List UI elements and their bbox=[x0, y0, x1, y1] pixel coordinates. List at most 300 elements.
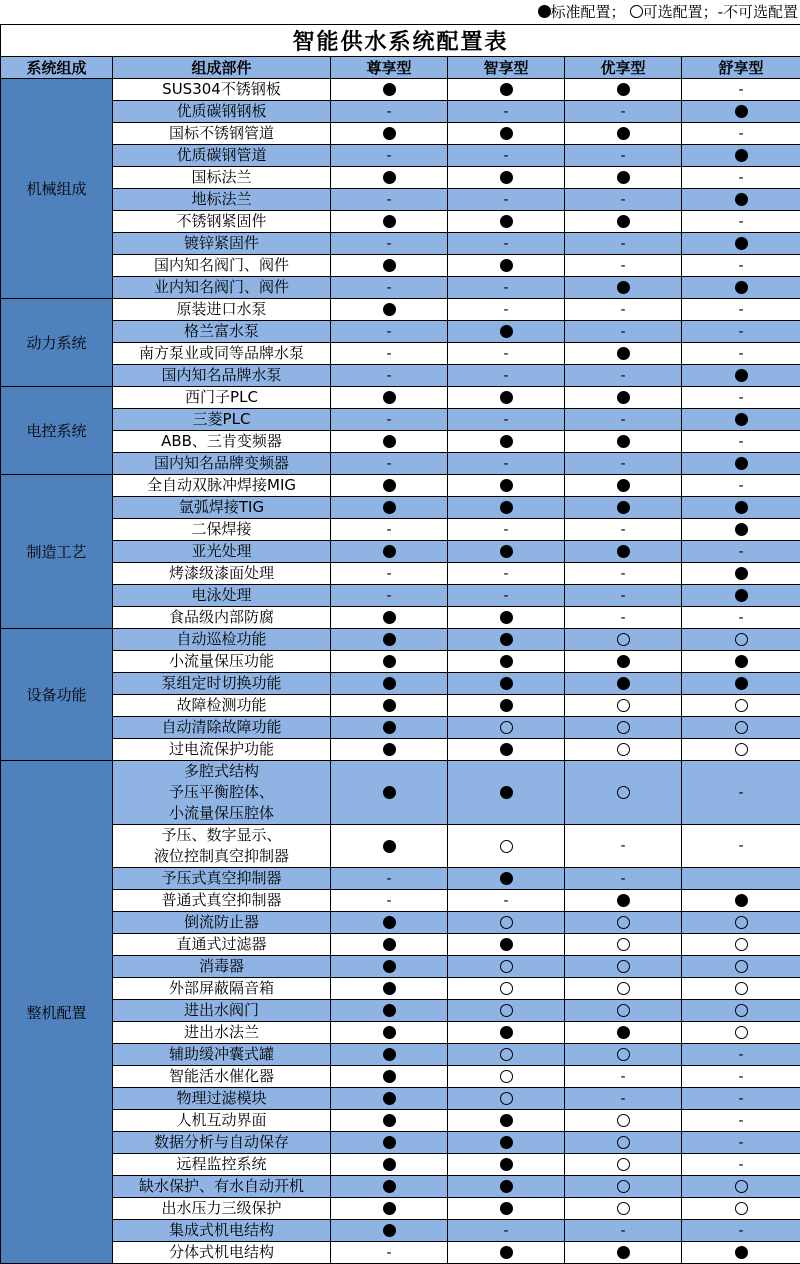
table-row bbox=[1, 189, 800, 211]
part-cell bbox=[113, 409, 331, 431]
part-line: 亚光处理 bbox=[191, 542, 251, 560]
part-line: 国标法兰 bbox=[191, 168, 251, 186]
table-row bbox=[1, 607, 800, 629]
open-circle-icon bbox=[500, 982, 513, 995]
mark-cell bbox=[565, 607, 682, 629]
mark-cell bbox=[565, 167, 682, 189]
mark-cell bbox=[682, 299, 800, 321]
mark-cell bbox=[331, 717, 448, 739]
mark-cell bbox=[565, 277, 682, 299]
mark-cell bbox=[682, 255, 800, 277]
table-row bbox=[1, 1198, 800, 1220]
mark-cell bbox=[331, 299, 448, 321]
dash-icon: - bbox=[620, 324, 625, 340]
filled-circle-icon bbox=[538, 5, 551, 18]
table-row bbox=[1, 1066, 800, 1088]
filled-circle-icon bbox=[500, 1136, 513, 1149]
filled-circle-icon bbox=[383, 743, 396, 756]
mark-cell bbox=[682, 934, 800, 956]
part-cell bbox=[113, 145, 331, 167]
mark-cell bbox=[682, 145, 800, 167]
mark-cell bbox=[448, 519, 565, 541]
open-circle-icon bbox=[617, 743, 630, 756]
table-row bbox=[1, 123, 800, 145]
open-circle-icon bbox=[500, 1070, 513, 1083]
open-circle-icon bbox=[500, 721, 513, 734]
filled-circle-icon bbox=[383, 1158, 396, 1171]
filled-circle-icon bbox=[500, 743, 513, 756]
mark-cell bbox=[682, 167, 800, 189]
mark-cell bbox=[448, 387, 565, 409]
dash-icon: - bbox=[620, 148, 625, 164]
open-circle-icon bbox=[735, 743, 748, 756]
dash-icon: - bbox=[503, 280, 508, 296]
filled-circle-icon bbox=[500, 699, 513, 712]
part-line: 国内知名品牌水泵 bbox=[161, 366, 281, 384]
filled-circle-icon bbox=[383, 1026, 396, 1039]
filled-circle-icon bbox=[617, 545, 630, 558]
mark-cell bbox=[448, 673, 565, 695]
mark-cell bbox=[682, 739, 800, 761]
mark-cell bbox=[565, 1044, 682, 1066]
open-circle-icon bbox=[735, 938, 748, 951]
mark-cell bbox=[331, 739, 448, 761]
mark-cell bbox=[565, 739, 682, 761]
part-line: 小流量保压腔体 bbox=[169, 804, 274, 822]
legend-optional: 可选配置； bbox=[643, 3, 718, 21]
filled-circle-icon bbox=[383, 1070, 396, 1083]
mark-cell bbox=[331, 167, 448, 189]
part-line: 普通式真空抑制器 bbox=[161, 891, 281, 909]
part-line: 西门子PLC bbox=[185, 388, 258, 406]
mark-cell bbox=[448, 739, 565, 761]
part-cell bbox=[113, 651, 331, 673]
dash-icon: - bbox=[739, 1091, 744, 1107]
table-row bbox=[1, 387, 800, 409]
table-row bbox=[1, 1044, 800, 1066]
part-line: 镀锌紧固件 bbox=[184, 234, 259, 252]
table-row bbox=[1, 343, 800, 365]
open-circle-icon bbox=[735, 721, 748, 734]
table-row bbox=[1, 101, 800, 123]
filled-circle-icon bbox=[383, 982, 396, 995]
part-cell bbox=[113, 497, 331, 519]
open-circle-icon bbox=[735, 1026, 748, 1039]
dash-icon: - bbox=[739, 324, 744, 340]
table-row bbox=[1, 1220, 800, 1242]
mark-cell bbox=[565, 868, 682, 890]
mark-cell bbox=[331, 1044, 448, 1066]
mark-cell bbox=[682, 1000, 800, 1022]
table-row bbox=[1, 541, 800, 563]
mark-cell bbox=[682, 956, 800, 978]
group-cell: 设备功能 bbox=[1, 629, 113, 761]
mark-cell bbox=[682, 825, 800, 868]
part-cell bbox=[113, 1198, 331, 1220]
header-zunxiang: 尊享型 bbox=[331, 57, 448, 79]
part-line: 烤漆级漆面处理 bbox=[169, 564, 274, 582]
open-circle-icon bbox=[617, 1180, 630, 1193]
filled-circle-icon bbox=[500, 677, 513, 690]
part-line: 予压平衡腔体、 bbox=[169, 783, 274, 801]
mark-cell bbox=[331, 1110, 448, 1132]
filled-circle-icon bbox=[383, 655, 396, 668]
header-row bbox=[1, 57, 800, 79]
dash-icon: - bbox=[503, 412, 508, 428]
part-cell bbox=[113, 761, 331, 825]
filled-circle-icon bbox=[383, 960, 396, 973]
filled-circle-icon bbox=[500, 1158, 513, 1171]
mark-cell bbox=[331, 825, 448, 868]
table-row bbox=[1, 233, 800, 255]
mark-cell bbox=[331, 1066, 448, 1088]
filled-circle-icon bbox=[617, 479, 630, 492]
mark-cell bbox=[682, 277, 800, 299]
mark-cell bbox=[565, 431, 682, 453]
header-youxiang: 优享型 bbox=[565, 57, 682, 79]
part-cell bbox=[113, 934, 331, 956]
mark-cell bbox=[448, 761, 565, 825]
table-row bbox=[1, 673, 800, 695]
mark-cell bbox=[448, 825, 565, 868]
dash-icon: - bbox=[620, 236, 625, 252]
filled-circle-icon bbox=[500, 1180, 513, 1193]
dash-icon: - bbox=[503, 192, 508, 208]
mark-cell bbox=[331, 79, 448, 101]
mark-cell bbox=[448, 365, 565, 387]
open-circle-icon bbox=[617, 1048, 630, 1061]
part-line: 业内知名阀门、阀件 bbox=[154, 278, 289, 296]
mark-cell bbox=[448, 1110, 565, 1132]
dash-icon: - bbox=[386, 412, 391, 428]
part-cell bbox=[113, 233, 331, 255]
mark-cell bbox=[682, 189, 800, 211]
filled-circle-icon bbox=[383, 916, 396, 929]
filled-circle-icon bbox=[617, 501, 630, 514]
filled-circle-icon bbox=[500, 1246, 513, 1259]
table-row bbox=[1, 717, 800, 739]
filled-circle-icon bbox=[735, 413, 748, 426]
mark-cell bbox=[682, 211, 800, 233]
filled-circle-icon bbox=[617, 655, 630, 668]
open-circle-icon bbox=[617, 1004, 630, 1017]
mark-cell bbox=[565, 1110, 682, 1132]
table-row bbox=[1, 453, 800, 475]
mark-cell bbox=[565, 189, 682, 211]
mark-cell bbox=[682, 321, 800, 343]
table-row bbox=[1, 651, 800, 673]
mark-cell bbox=[565, 1088, 682, 1110]
legend-bar bbox=[0, 0, 800, 24]
open-circle-icon bbox=[617, 786, 630, 799]
mark-cell bbox=[331, 409, 448, 431]
mark-cell bbox=[448, 912, 565, 934]
filled-circle-icon bbox=[383, 1202, 396, 1215]
mark-cell bbox=[565, 475, 682, 497]
mark-cell bbox=[448, 890, 565, 912]
dash-icon: - bbox=[386, 588, 391, 604]
table-row bbox=[1, 563, 800, 585]
part-cell bbox=[113, 123, 331, 145]
table-row bbox=[1, 1154, 800, 1176]
mark-cell bbox=[565, 79, 682, 101]
part-cell bbox=[113, 1220, 331, 1242]
mark-cell bbox=[448, 145, 565, 167]
mark-cell bbox=[331, 1220, 448, 1242]
filled-circle-icon bbox=[735, 237, 748, 250]
mark-cell bbox=[682, 1198, 800, 1220]
filled-circle-icon bbox=[735, 677, 748, 690]
filled-circle-icon bbox=[383, 938, 396, 951]
table-row bbox=[1, 321, 800, 343]
open-circle-icon bbox=[735, 1004, 748, 1017]
mark-cell bbox=[448, 321, 565, 343]
filled-circle-icon bbox=[617, 677, 630, 690]
mark-cell bbox=[448, 189, 565, 211]
mark-cell bbox=[448, 343, 565, 365]
filled-circle-icon bbox=[500, 786, 513, 799]
table-body bbox=[1, 79, 800, 1264]
mark-cell bbox=[331, 475, 448, 497]
dash-icon: - bbox=[739, 1047, 744, 1063]
open-circle-icon bbox=[617, 1158, 630, 1171]
part-cell bbox=[113, 365, 331, 387]
filled-circle-icon bbox=[735, 193, 748, 206]
group-cell: 整机配置 bbox=[1, 761, 113, 1264]
part-line: 不锈钢紧固件 bbox=[176, 212, 266, 230]
dash-icon: - bbox=[386, 1245, 391, 1261]
part-line: 地标法兰 bbox=[191, 190, 251, 208]
mark-cell bbox=[682, 101, 800, 123]
mark-cell bbox=[448, 1000, 565, 1022]
filled-circle-icon bbox=[383, 1136, 396, 1149]
dash-icon: - bbox=[386, 368, 391, 384]
dash-icon: - bbox=[620, 1223, 625, 1239]
filled-circle-icon bbox=[383, 127, 396, 140]
mark-cell bbox=[331, 343, 448, 365]
filled-circle-icon bbox=[500, 938, 513, 951]
open-circle-icon bbox=[500, 1048, 513, 1061]
mark-cell bbox=[448, 1132, 565, 1154]
open-circle-icon bbox=[735, 1202, 748, 1215]
mark-cell bbox=[448, 277, 565, 299]
table-row bbox=[1, 365, 800, 387]
part-cell bbox=[113, 629, 331, 651]
mark-cell bbox=[331, 519, 448, 541]
filled-circle-icon bbox=[500, 83, 513, 96]
mark-cell bbox=[565, 651, 682, 673]
part-line: 物理过滤模块 bbox=[176, 1089, 266, 1107]
mark-cell bbox=[682, 475, 800, 497]
part-line: 智能活水催化器 bbox=[169, 1067, 274, 1085]
mark-cell bbox=[448, 934, 565, 956]
mark-cell bbox=[565, 912, 682, 934]
mark-cell bbox=[682, 1132, 800, 1154]
table-row bbox=[1, 1088, 800, 1110]
filled-circle-icon bbox=[500, 127, 513, 140]
dash-icon: - bbox=[386, 192, 391, 208]
dash-icon: - bbox=[386, 566, 391, 582]
part-line: 国标不锈钢管道 bbox=[169, 124, 274, 142]
table-row bbox=[1, 431, 800, 453]
filled-circle-icon bbox=[383, 303, 396, 316]
table-row bbox=[1, 1110, 800, 1132]
mark-cell bbox=[682, 563, 800, 585]
table-row bbox=[1, 167, 800, 189]
mark-cell bbox=[331, 321, 448, 343]
mark-cell bbox=[682, 673, 800, 695]
mark-cell bbox=[682, 1088, 800, 1110]
part-line: 多腔式结构 bbox=[184, 762, 259, 780]
mark-cell bbox=[682, 695, 800, 717]
mark-cell bbox=[331, 607, 448, 629]
mark-cell bbox=[331, 934, 448, 956]
mark-cell bbox=[448, 563, 565, 585]
table-row bbox=[1, 1022, 800, 1044]
header-part: 组成部件 bbox=[113, 57, 331, 79]
mark-cell bbox=[565, 409, 682, 431]
mark-cell bbox=[448, 1220, 565, 1242]
table-row bbox=[1, 519, 800, 541]
mark-cell bbox=[682, 1110, 800, 1132]
dash-icon: - bbox=[503, 522, 508, 538]
filled-circle-icon bbox=[383, 721, 396, 734]
mark-cell bbox=[682, 1154, 800, 1176]
mark-cell bbox=[331, 1132, 448, 1154]
dash-icon: - bbox=[739, 838, 744, 854]
open-circle-icon bbox=[500, 960, 513, 973]
mark-cell bbox=[448, 1242, 565, 1264]
mark-cell bbox=[331, 761, 448, 825]
part-line: 二保焊接 bbox=[191, 520, 251, 538]
dash-icon: - bbox=[739, 214, 744, 230]
header-system: 系统组成 bbox=[1, 57, 113, 79]
mark-cell bbox=[448, 1088, 565, 1110]
dash-icon: - bbox=[739, 126, 744, 142]
mark-cell bbox=[565, 541, 682, 563]
mark-cell bbox=[565, 978, 682, 1000]
part-cell bbox=[113, 956, 331, 978]
filled-circle-icon bbox=[383, 1114, 396, 1127]
table-row bbox=[1, 79, 800, 101]
table-row bbox=[1, 761, 800, 825]
mark-cell bbox=[565, 1154, 682, 1176]
part-line: 食品级内部防腐 bbox=[169, 608, 274, 626]
mark-cell bbox=[448, 1176, 565, 1198]
part-cell bbox=[113, 868, 331, 890]
dash-icon: - bbox=[503, 893, 508, 909]
part-line: ABB、三肯变频器 bbox=[161, 432, 282, 450]
filled-circle-icon bbox=[383, 677, 396, 690]
table-row bbox=[1, 629, 800, 651]
mark-cell bbox=[682, 1022, 800, 1044]
dash-icon: - bbox=[739, 82, 744, 98]
filled-circle-icon bbox=[735, 894, 748, 907]
part-line: 国内知名阀门、阀件 bbox=[154, 256, 289, 274]
open-circle-icon bbox=[617, 633, 630, 646]
open-circle-icon bbox=[735, 699, 748, 712]
dash-icon: - bbox=[386, 236, 391, 252]
mark-cell bbox=[565, 563, 682, 585]
dash-icon: - bbox=[739, 1069, 744, 1085]
open-circle-icon bbox=[630, 5, 643, 18]
filled-circle-icon bbox=[500, 1202, 513, 1215]
table-row bbox=[1, 585, 800, 607]
mark-cell bbox=[565, 145, 682, 167]
part-line: 数据分析与自动保存 bbox=[154, 1133, 289, 1151]
part-line: 辅助缓冲囊式罐 bbox=[169, 1045, 274, 1063]
part-line: 予压、数字显示、 bbox=[161, 826, 281, 844]
mark-cell bbox=[565, 717, 682, 739]
dash-icon: - bbox=[503, 566, 508, 582]
filled-circle-icon bbox=[383, 699, 396, 712]
table-row bbox=[1, 255, 800, 277]
mark-cell bbox=[448, 585, 565, 607]
open-circle-icon bbox=[500, 1004, 513, 1017]
filled-circle-icon bbox=[500, 479, 513, 492]
dash-icon: - bbox=[620, 412, 625, 428]
mark-cell bbox=[565, 1132, 682, 1154]
mark-cell bbox=[331, 365, 448, 387]
part-cell bbox=[113, 912, 331, 934]
dash-icon: - bbox=[739, 610, 744, 626]
dash-icon: - bbox=[386, 324, 391, 340]
mark-cell bbox=[682, 343, 800, 365]
part-cell bbox=[113, 255, 331, 277]
part-cell bbox=[113, 1044, 331, 1066]
part-line: 缺水保护、有水自动开机 bbox=[139, 1177, 304, 1195]
filled-circle-icon bbox=[735, 589, 748, 602]
filled-circle-icon bbox=[500, 655, 513, 668]
filled-circle-icon bbox=[617, 1026, 630, 1039]
dash-icon: - bbox=[739, 434, 744, 450]
dash-icon: - bbox=[503, 236, 508, 252]
dash-icon: - bbox=[620, 192, 625, 208]
part-cell bbox=[113, 387, 331, 409]
mark-cell bbox=[565, 1022, 682, 1044]
mark-cell bbox=[448, 101, 565, 123]
dash-icon: - bbox=[503, 346, 508, 362]
filled-circle-icon bbox=[500, 1026, 513, 1039]
table-row bbox=[1, 739, 800, 761]
mark-cell bbox=[448, 541, 565, 563]
filled-circle-icon bbox=[383, 1180, 396, 1193]
filled-circle-icon bbox=[735, 655, 748, 668]
mark-cell bbox=[448, 1022, 565, 1044]
filled-circle-icon bbox=[500, 391, 513, 404]
mark-cell bbox=[331, 1088, 448, 1110]
part-line: 电泳处理 bbox=[191, 586, 251, 604]
dash-icon: - bbox=[739, 170, 744, 186]
part-cell bbox=[113, 1088, 331, 1110]
part-line: 分体式机电结构 bbox=[169, 1243, 274, 1261]
dash-icon: - bbox=[503, 368, 508, 384]
part-line: 自动巡检功能 bbox=[176, 630, 266, 648]
legend-standard: 标准配置； bbox=[551, 3, 626, 21]
mark-cell bbox=[565, 343, 682, 365]
table-row bbox=[1, 409, 800, 431]
mark-cell bbox=[448, 607, 565, 629]
dash-icon: - bbox=[503, 588, 508, 604]
mark-cell bbox=[331, 890, 448, 912]
mark-cell bbox=[682, 409, 800, 431]
mark-cell bbox=[682, 607, 800, 629]
part-cell bbox=[113, 695, 331, 717]
table-row bbox=[1, 145, 800, 167]
mark-cell bbox=[448, 717, 565, 739]
mark-cell bbox=[331, 978, 448, 1000]
dash-icon: - bbox=[739, 302, 744, 318]
